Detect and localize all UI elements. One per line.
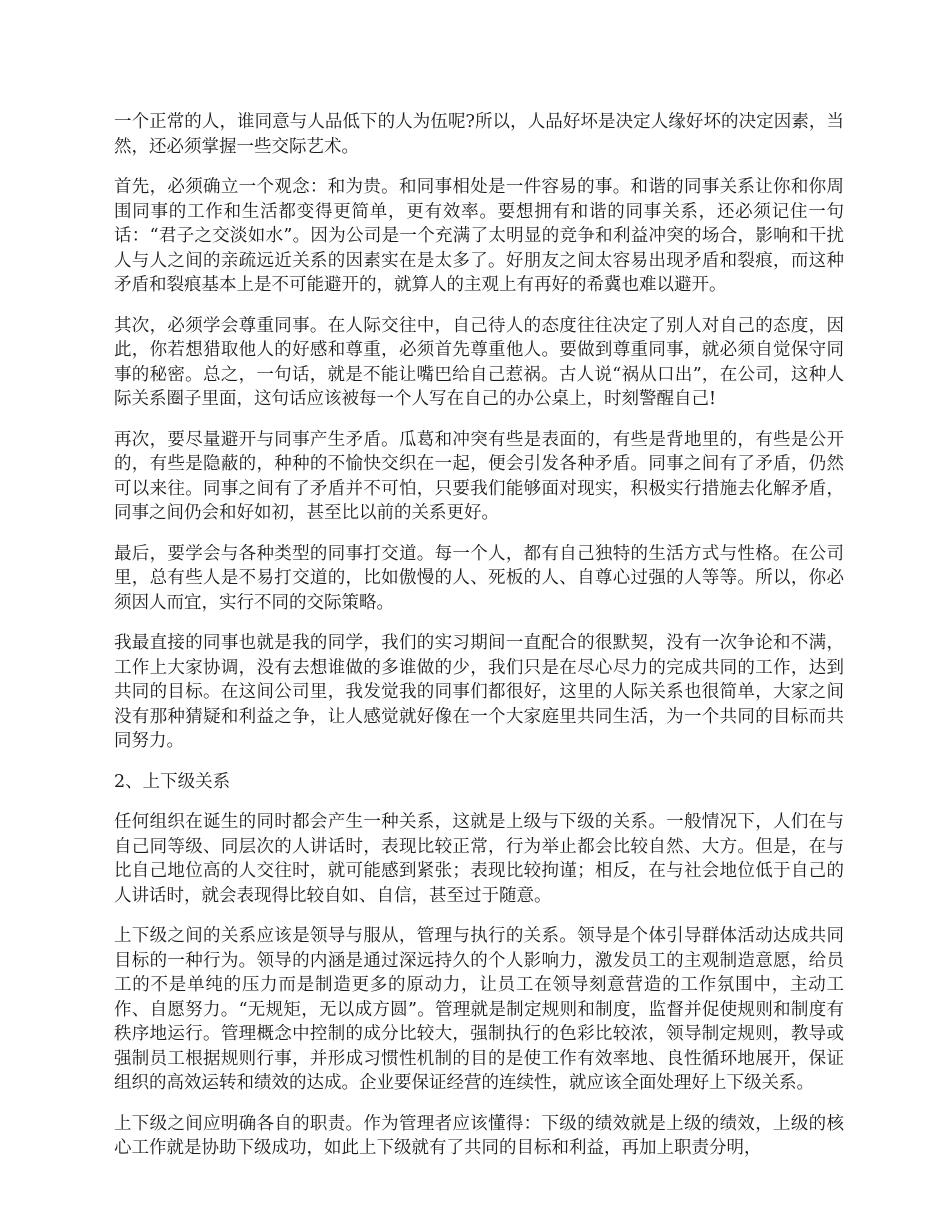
paragraph: 一个正常的人，谁同意与人品低下的人为伍呢?所以，人品好坏是决定人缘好坏的决定因素，当然，还必须掌握一些交际艺术。	[114, 112, 844, 157]
paragraph: 最后，要学会与各种类型的同事打交道。每一个人，都有自己独特的生活方式与性格。在公司里，总有些人是不易打交道的，比如傲慢的人、死板的人、自尊心过强的人等等。所以，你必须因人而宜，实行不同的交际策略。	[114, 543, 844, 613]
section-heading: 2、上下级关系	[114, 771, 231, 792]
paragraph: 我最直接的同事也就是我的同学，我们的实习期间一直配合的很默契，没有一次争论和不满，工作上大家协调，没有去想谁做的多谁做的少，我们只是在尽心尽力的完成共同的工作，达到共同的目标。在这间公司里，我发觉我的同事们都很好，这里的人际关系也很简单，大家之间没有那种猜疑和利益之争，让人感觉就好像在一个大家庭里共同生活，为一个共同的目标而共同努力。	[114, 633, 844, 751]
paragraph: 上下级之间的关系应该是领导与服从，管理与执行的关系。领导是个体引导群体活动达成共同目标的一种行为。领导的内涵是通过深远持久的个人影响力，激发员工的主观制造意愿，给员工的不是单纯的压力而是制造更多的原动力，让员工在领导刻意营造的工作氛围中，主动工作、自愿努力。“无规矩，无以成方圆”。管理就是制定规则和制度，监督并促使规则和制度有秩序地运行。管理概念中控制的成分比较大，强制执行的色彩比较浓，领导制定规则，教导或强制员工根据规则行事，并形成习惯性机制的目的是使工作有效率地、良性循环地展开，保证组织的高效运转和绩效的达成。企业要保证经营的连续性，就应该全面处理好上下级关系。	[114, 926, 844, 1093]
paragraph: 再次，要尽量避开与同事产生矛盾。瓜葛和冲突有些是表面的，有些是背地里的，有些是公开的，有些是隐蔽的，种种的不愉快交织在一起，便会引发各种矛盾。同事之间有了矛盾，仍然可以来往。同事之间有了矛盾并不可怕，只要我们能够面对现实，积极实行措施去化解矛盾，同事之间仍会和好如初，甚至比以前的关系更好。	[114, 429, 844, 523]
document-page	[114, 110, 844, 1177]
paragraph: 首先，必须确立一个观念：和为贵。和同事相处是一件容易的事。和谐的同事关系让你和你周围同事的工作和生活都变得更简单，更有效率。要想拥有和谐的同事关系，还必须记住一句话：“君子之交淡如水”。因为公司是一个充满了太明显的竞争和利益冲突的场合，影响和干扰人与人之间的亲疏远近关系的因素实在是太多了。好朋友之间太容易出现矛盾和裂痕，而这种矛盾和裂痕基本上是不可能避开的，就算人的主观上有再好的希冀也难以避开。	[114, 177, 844, 295]
paragraph: 其次，必须学会尊重同事。在人际交往中，自己待人的态度往往决定了别人对自己的态度，因此，你若想猎取他人的好感和尊重，必须首先尊重他人。要做到尊重同事，就必须自觉保守同事的秘密。总之，一句话，就是不能让嘴巴给自己惹祸。古人说“祸从口出”，在公司，这种人际关系圈子里面，这句话应该被每一个人写在自己的办公桌上，时刻警醒自己!	[114, 315, 844, 409]
paragraph: 上下级之间应明确各自的职责。作为管理者应该懂得：下级的绩效就是上级的绩效，上级的核心工作就是协助下级成功，如此上下级就有了共同的目标和利益，再加上职责分明，	[114, 1113, 844, 1158]
paragraph: 任何组织在诞生的同时都会产生一种关系，这就是上级与下级的关系。一般情况下，人们在与自己同等级、同层次的人讲话时，表现比较正常，行为举止都会比较自然、大方。但是，在与比自己地位高的人交往时，就可能感到紧张；表现比较拘谨；相反，在与社会地位低于自己的人讲话时，就会表现得比较自如、自信，甚至过于随意。	[114, 812, 844, 906]
